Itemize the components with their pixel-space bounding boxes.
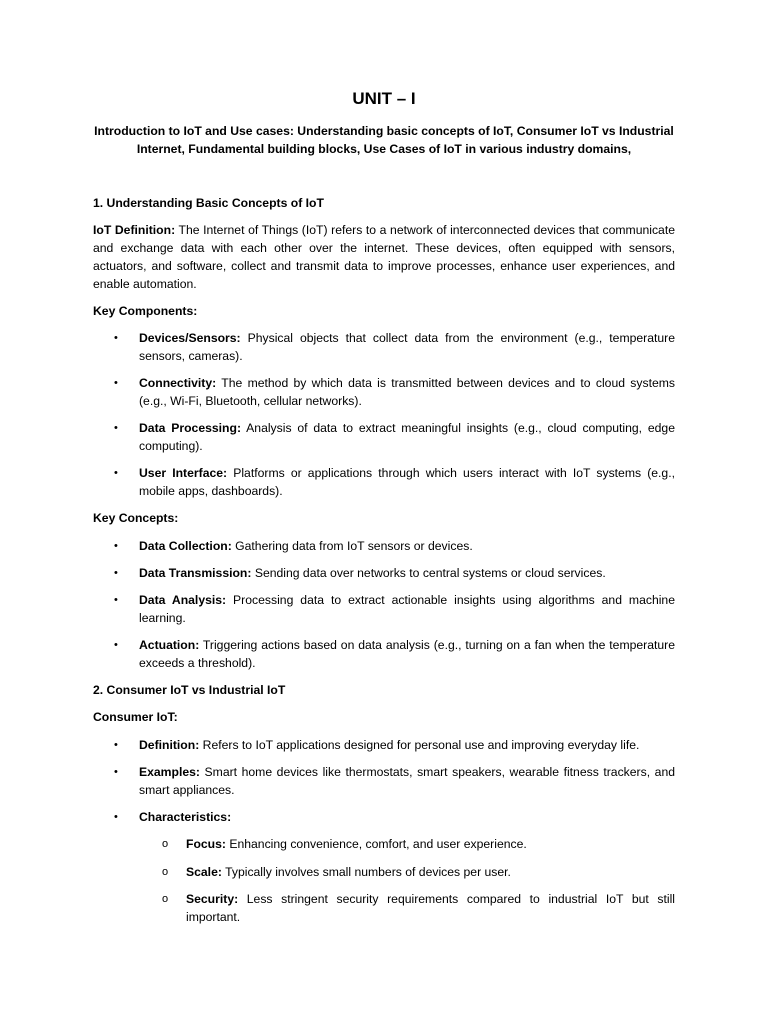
sub-list-item (162, 835, 675, 853)
bullet-icon: • (114, 422, 118, 434)
item-term: Connectivity: (139, 376, 217, 390)
sub-bullet-icon: o (162, 838, 169, 850)
list-item (114, 537, 675, 555)
consumer-iot-label: Consumer IoT: (93, 710, 178, 724)
bullet-icon: • (114, 594, 118, 606)
item-text: Processing data to extract actionable insights using algorithms and machine learning. (139, 593, 675, 625)
item-term: Data Collection: (139, 539, 232, 553)
item-term: Characteristics: (139, 810, 232, 824)
item-text: Less stringent security requirements compared to industrial IoT but still important. (186, 892, 675, 924)
sub-list-item (162, 863, 675, 881)
page-title: UNIT – I (352, 89, 416, 108)
item-text: Platforms or applications through which users interact with IoT systems (e.g., mobile apps, dashboards). (139, 466, 675, 498)
bullet-icon: • (114, 332, 118, 344)
bullet-icon: • (114, 811, 118, 823)
sub-bullet-icon: o (162, 893, 169, 905)
item-term: Definition: (139, 738, 200, 752)
item-text: Gathering data from IoT sensors or devices. (231, 539, 473, 553)
item-text: Typically involves small numbers of devices per user. (221, 865, 511, 879)
bullet-icon: • (114, 377, 118, 389)
section1-heading: 1. Understanding Basic Concepts of IoT (93, 196, 324, 210)
definition-term: IoT Definition: (93, 223, 176, 237)
list-item (114, 464, 675, 500)
section2-heading: 2. Consumer IoT vs Industrial IoT (93, 683, 286, 697)
item-text: Analysis of data to extract meaningful insights (e.g., cloud computing, edge computing). (139, 421, 675, 453)
item-text: Physical objects that collect data from the environment (e.g., temperature sensors, cameras). (139, 331, 675, 363)
item-term: User Interface: (139, 466, 228, 480)
item-term: Devices/Sensors: (139, 331, 241, 345)
item-term: Actuation: (139, 638, 200, 652)
item-text: Triggering actions based on data analysis (e.g., turning on a fan when the temperature exceeds a threshold). (139, 638, 675, 670)
item-term: Data Transmission: (139, 566, 252, 580)
bullet-icon: • (114, 639, 118, 651)
item-term: Examples: (139, 765, 200, 779)
key-concepts-label: Key Concepts: (93, 511, 179, 525)
bullet-icon: • (114, 540, 118, 552)
list-item (114, 329, 675, 365)
sub-bullet-icon: o (162, 866, 169, 878)
item-term: Security: (186, 892, 239, 906)
list-item (114, 636, 675, 672)
list-item (114, 808, 675, 826)
list-item (114, 591, 675, 627)
list-item (114, 763, 675, 799)
iot-definition-paragraph (93, 221, 675, 293)
item-text: The method by which data is transmitted between devices and to cloud systems (e.g., Wi-Fi, Bluetooth, cellular networks). (139, 376, 675, 408)
item-term: Scale: (186, 865, 222, 879)
item-text: Sending data over networks to central systems or cloud services. (251, 566, 606, 580)
item-term: Data Analysis: (139, 593, 227, 607)
item-text: Smart home devices like thermostats, smart speakers, wearable fitness trackers, and smart appliances. (139, 765, 675, 797)
list-item (114, 564, 675, 582)
key-components-label: Key Components: (93, 304, 198, 318)
item-text: Enhancing convenience, comfort, and user experience. (225, 837, 527, 851)
item-term: Focus: (186, 837, 226, 851)
unit-subtitle: Introduction to IoT and Use cases: Understanding basic concepts of IoT, Consumer IoT vs Industrial Internet, Fundamental building blocks, Use Cases of IoT in various industry domains, (94, 124, 674, 156)
list-item (114, 374, 675, 410)
definition-text: The Internet of Things (IoT) refers to a network of interconnected devices that communicate and exchange data with each other over the internet. These devices, often equipped with sensors, actuators, and software, collect and transmit data to improve processes, enhance user experiences, and enable automation. (93, 223, 675, 291)
bullet-icon: • (114, 739, 118, 751)
bullet-icon: • (114, 467, 118, 479)
item-term: Data Processing: (139, 421, 242, 435)
list-item (114, 736, 675, 754)
bullet-icon: • (114, 766, 118, 778)
list-item (114, 419, 675, 455)
item-text: Refers to IoT applications designed for personal use and improving everyday life. (199, 738, 640, 752)
sub-list-item (162, 890, 675, 926)
bullet-icon: • (114, 567, 118, 579)
